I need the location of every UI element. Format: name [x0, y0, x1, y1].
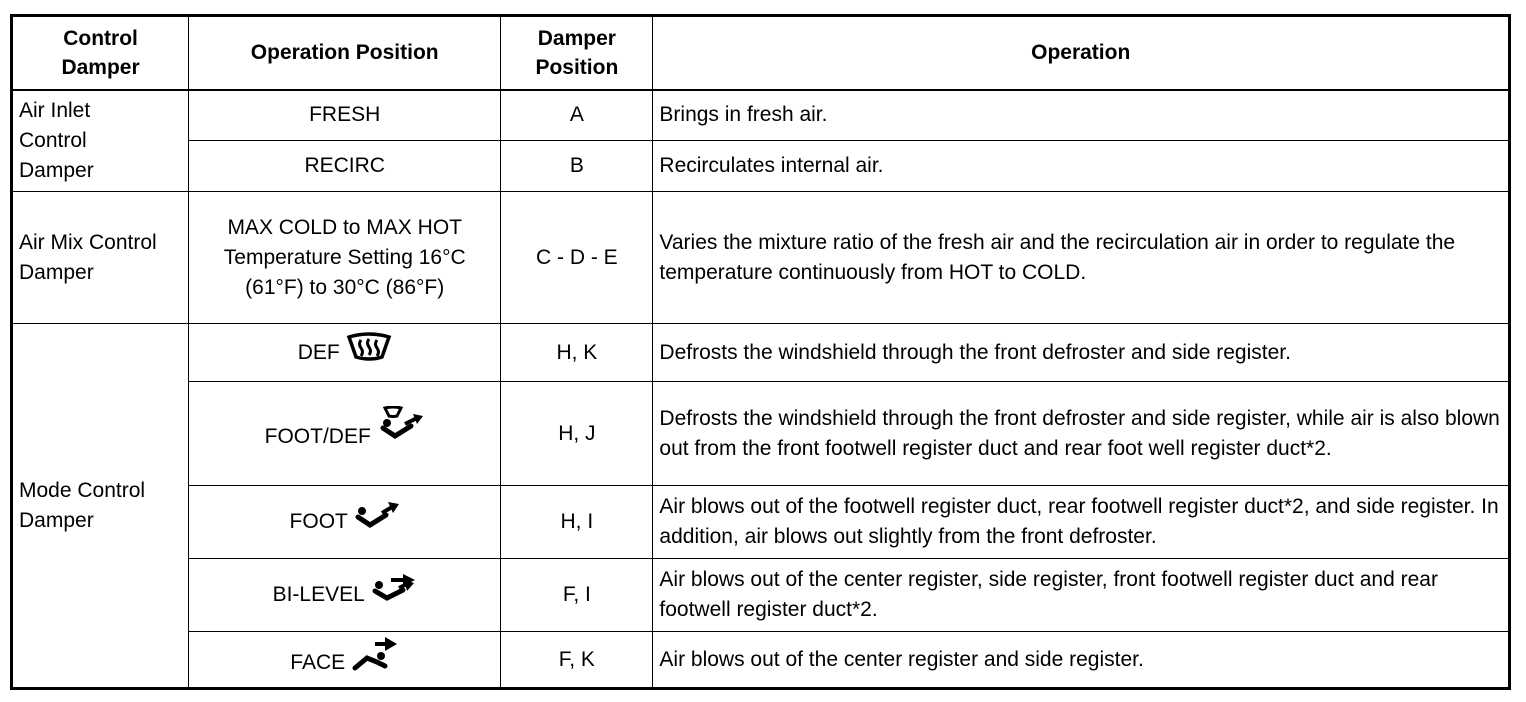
- control-damper-air-mix: Air Mix Control Damper: [12, 192, 189, 324]
- operation-description: Varies the mixture ratio of the fresh air and the recirculation air in order to regulate the temperature continuously from HOT to COLD.: [653, 192, 1510, 324]
- table-row: [12, 90, 1510, 141]
- foot-def-icon: [377, 406, 425, 442]
- operation-position: [189, 486, 501, 559]
- face-icon: [351, 636, 399, 672]
- operation-position: [189, 382, 501, 486]
- position-label: FOOT/DEF: [264, 424, 371, 448]
- foot-icon: [354, 501, 400, 529]
- control-damper-air-inlet: Air Inlet Control Damper: [12, 90, 189, 192]
- operation-description: Air blows out of the footwell register duct, rear footwell register duct*2, and side register. In addition, air blows out slightly from the front defroster.: [653, 486, 1510, 559]
- damper-position: F, K: [501, 632, 653, 689]
- bi-level-icon: [371, 572, 417, 602]
- damper-position: A: [501, 90, 653, 141]
- operation-description: Air blows out of the center register, side register, front footwell register duct and rear footwell register duct*2.: [653, 559, 1510, 632]
- operation-description: Defrosts the windshield through the front defroster and side register.: [653, 324, 1510, 382]
- table-row: [12, 324, 1510, 382]
- table-row: [12, 559, 1510, 632]
- table-row: [12, 486, 1510, 559]
- operation-position: MAX COLD to MAX HOT Temperature Setting 16°C (61°F) to 30°C (86°F): [189, 192, 501, 324]
- operation-position: [189, 324, 501, 382]
- operation-description: Defrosts the windshield through the front defroster and side register, while air is also blown out from the front footwell register duct and rear foot well register duct*2.: [653, 382, 1510, 486]
- header-operation: Operation: [653, 16, 1510, 90]
- operation-description: Recirculates internal air.: [653, 141, 1510, 192]
- operation-position: RECIRC: [189, 141, 501, 192]
- position-label: BI-LEVEL: [272, 583, 365, 606]
- position-label: FOOT: [289, 510, 348, 533]
- damper-operation-table: [10, 14, 1511, 690]
- operation-description: Air blows out of the center register and side register.: [653, 632, 1510, 689]
- header-operation-position: Operation Position: [189, 16, 501, 90]
- damper-position: F, I: [501, 559, 653, 632]
- header-damper-position: Damper Position: [501, 16, 653, 90]
- control-damper-mode: Mode Control Damper: [12, 324, 189, 689]
- table-row: [12, 192, 1510, 324]
- operation-position: [189, 559, 501, 632]
- table-row: [12, 382, 1510, 486]
- operation-position: [189, 632, 501, 689]
- table-row: [12, 632, 1510, 689]
- damper-position: H, I: [501, 486, 653, 559]
- damper-position: B: [501, 141, 653, 192]
- position-label: FACE: [290, 650, 346, 674]
- operation-position: FRESH: [189, 90, 501, 141]
- header-control-damper: Control Damper: [12, 16, 189, 90]
- header-row: [12, 16, 1510, 90]
- damper-position: C - D - E: [501, 192, 653, 324]
- damper-position: H, K: [501, 324, 653, 382]
- position-label: DEF: [297, 340, 340, 364]
- damper-position: H, J: [501, 382, 653, 486]
- defrost-icon: [346, 332, 392, 362]
- operation-description: Brings in fresh air.: [653, 90, 1510, 141]
- table-row: [12, 141, 1510, 192]
